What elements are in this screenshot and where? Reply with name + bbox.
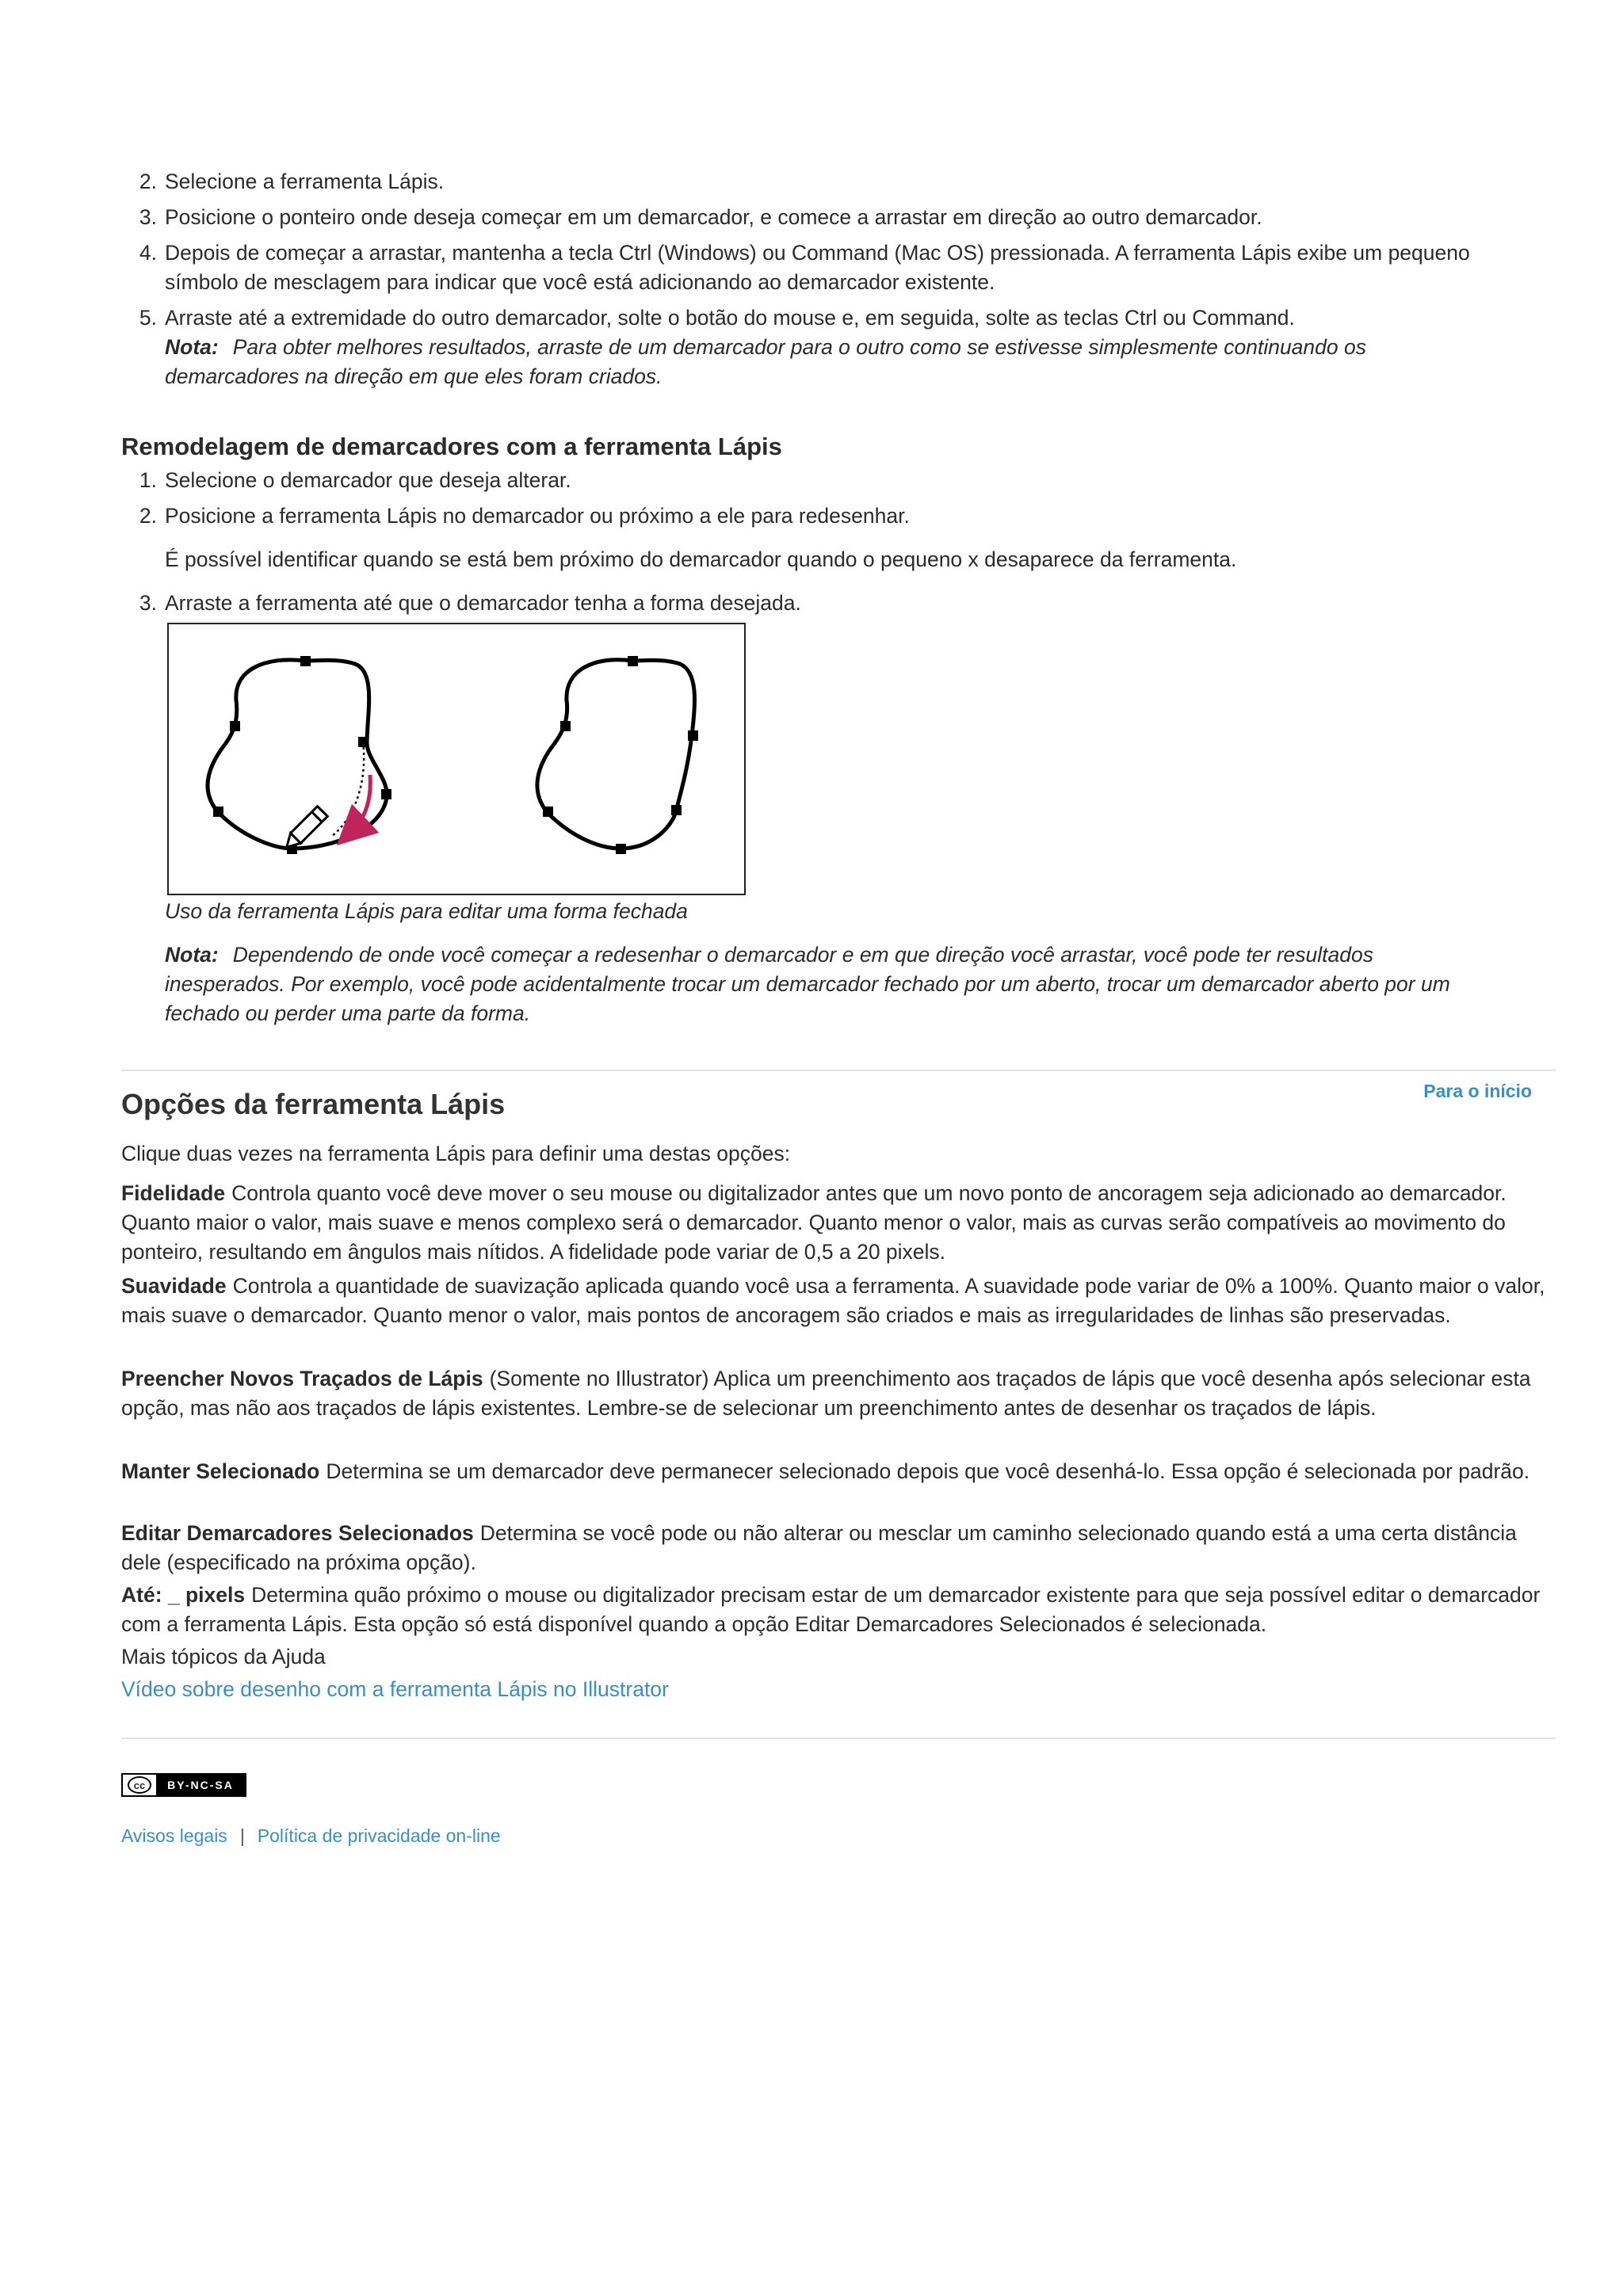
option-term: Manter Selecionado [121, 1459, 320, 1483]
option-term: Preencher Novos Traçados de Lápis [121, 1367, 483, 1390]
footer-separator: | [239, 1825, 245, 1846]
option-term: Suavidade [121, 1274, 227, 1298]
list-text: Arraste até a extremidade do outro demarcador, solte o botão do mouse e, em seguida, solte as teclas Ctrl ou Command. [165, 306, 1295, 330]
option-text: Controla quanto você deve mover o seu mouse ou digitalizador antes que um novo ponto de ancoragem seja adicionado ao demarcador. Quanto maior o valor, mais suave e menos complexo será o demarcador. Quanto menor o valor, mais as curvas serão compatíveis ao movimento do ponteiro, resultando em ângulos mais nítidos. A fidelidade pode variar de 0,5 a 20 pixels. [121, 1181, 1507, 1264]
list-item [139, 502, 1512, 531]
pencil-reshape-illustration [169, 624, 744, 894]
pencil-reshape-figure [167, 623, 746, 895]
option-item [121, 1179, 1556, 1267]
list-item [139, 203, 1512, 232]
figure-caption: Uso da ferramenta Lápis para editar uma forma fechada [165, 899, 688, 923]
list-text: Selecione o demarcador que deseja alterar. [165, 468, 571, 492]
option-text: Determina se um demarcador deve permanecer selecionado depois que você desenhá-lo. Essa opção é selecionada por padrão. [326, 1459, 1530, 1483]
back-to-top-link[interactable]: Para o início [1423, 1081, 1532, 1101]
option-text: (Somente no Illustrator) Aplica um preenchimento aos traçados de lápis que você desenha após selecionar esta opção, mas não aos traçados de lápis existentes. Lembre-se de selecionar um preenchimento antes de desenhar os traçados de lápis. [121, 1367, 1531, 1420]
list-number: 4. [139, 241, 157, 265]
option-term: Fidelidade [121, 1181, 226, 1205]
section-heading-options: Opções da ferramenta Lápis [121, 1088, 506, 1120]
list-number: 3. [139, 205, 157, 229]
video-link[interactable]: Vídeo sobre desenho com a ferramenta Lápis no Illustrator [121, 1677, 669, 1701]
list-text: Posicione a ferramenta Lápis no demarcador ou próximo a ele para redesenhar. [165, 504, 910, 528]
privacy-policy-link[interactable]: Política de privacidade on-line [257, 1825, 501, 1846]
note-label: Nota: [165, 943, 219, 967]
list-item [139, 303, 1512, 333]
list-item [139, 466, 1512, 495]
list-text: Selecione a ferramenta Lápis. [165, 170, 445, 193]
note-text: Para obter melhores resultados, arraste de um demarcador para o outro como se estivesse simplesmente continuando os demarcadores na direção em que eles foram criados. [165, 335, 1366, 388]
option-item [121, 1272, 1556, 1330]
list-number: 1. [139, 468, 157, 492]
note-text: Dependendo de onde você começar a redesenhar o demarcador e em que direção você arrastar, você pode ter resultados inesperados. Por exemplo, você pode acidentalmente trocar um demarcador fechado por um aberto, trocar um demarcador aberto por um fechado ou perder uma parte da forma. [165, 943, 1450, 1025]
option-item [121, 1519, 1556, 1577]
cc-license-badge[interactable] [121, 1773, 246, 1797]
list-text: Posicione o ponteiro onde deseja começar em um demarcador, e comece a arrastar em direção ao outro demarcador. [165, 205, 1262, 229]
option-text: Determina quão próximo o mouse ou digitalizador precisam estar de um demarcador existente para que seja possível editar o demarcador com a ferramenta Lápis. Esta opção só está disponível quando a opção Editar Demarcadores Selecionados é selecionada. [121, 1583, 1541, 1636]
option-item [121, 1364, 1556, 1423]
cc-license-type: BY-NC-SA [156, 1775, 245, 1795]
more-topics-label: Mais tópicos da Ajuda [121, 1645, 326, 1669]
list-number: 3. [139, 591, 157, 615]
legal-notices-link[interactable]: Avisos legais [121, 1825, 227, 1846]
list-number: 2. [139, 170, 157, 193]
reshaped-path-shape [537, 656, 698, 854]
note [165, 940, 1472, 1028]
section-intro: Clique duas vezes na ferramenta Lápis para definir uma destas opções: [121, 1142, 791, 1165]
list-item [139, 238, 1480, 297]
option-term: Editar Demarcadores Selecionados [121, 1521, 474, 1545]
footer-links [121, 1825, 501, 1847]
section-heading-reshape: Remodelagem de demarcadores com a ferramenta Lápis [121, 433, 782, 460]
note-label: Nota: [165, 335, 219, 359]
list-item [139, 167, 1512, 196]
list-number: 5. [139, 306, 157, 330]
list-number: 2. [139, 504, 157, 528]
section-divider [121, 1070, 1556, 1071]
cc-logo-icon: cc [128, 1776, 151, 1794]
step-detail: É possível identificar quando se está bem próximo do demarcador quando o pequeno x desaparece da ferramenta. [165, 547, 1237, 571]
note [165, 333, 1480, 391]
option-text: Controla a quantidade de suavização aplicada quando você usa a ferramenta. A suavidade pode variar de 0% a 100%. Quanto maior o valor, mais suave o demarcador. Quanto menor o valor, mais pontos de ancoragem são criados e mais as irregularidades de linhas são preservadas. [121, 1274, 1545, 1327]
cc-logo-area [123, 1775, 156, 1795]
list-item [139, 589, 1512, 618]
list-text: Depois de começar a arrastar, mantenha a tecla Ctrl (Windows) ou Command (Mac OS) pressionada. A ferramenta Lápis exibe um pequeno símbolo de mesclagem para indicar que você está adicionando ao demarcador existente. [165, 241, 1470, 294]
footer-divider [121, 1737, 1556, 1739]
option-item [121, 1581, 1556, 1639]
option-text: Determina se você pode ou não alterar ou mesclar um caminho selecionado quando está a uma certa distância dele (especificado na próxima opção). [121, 1521, 1517, 1574]
option-term: Até: _ pixels [121, 1583, 246, 1607]
option-item [121, 1457, 1556, 1486]
list-text: Arraste a ferramenta até que o demarcador tenha a forma desejada. [165, 591, 801, 615]
